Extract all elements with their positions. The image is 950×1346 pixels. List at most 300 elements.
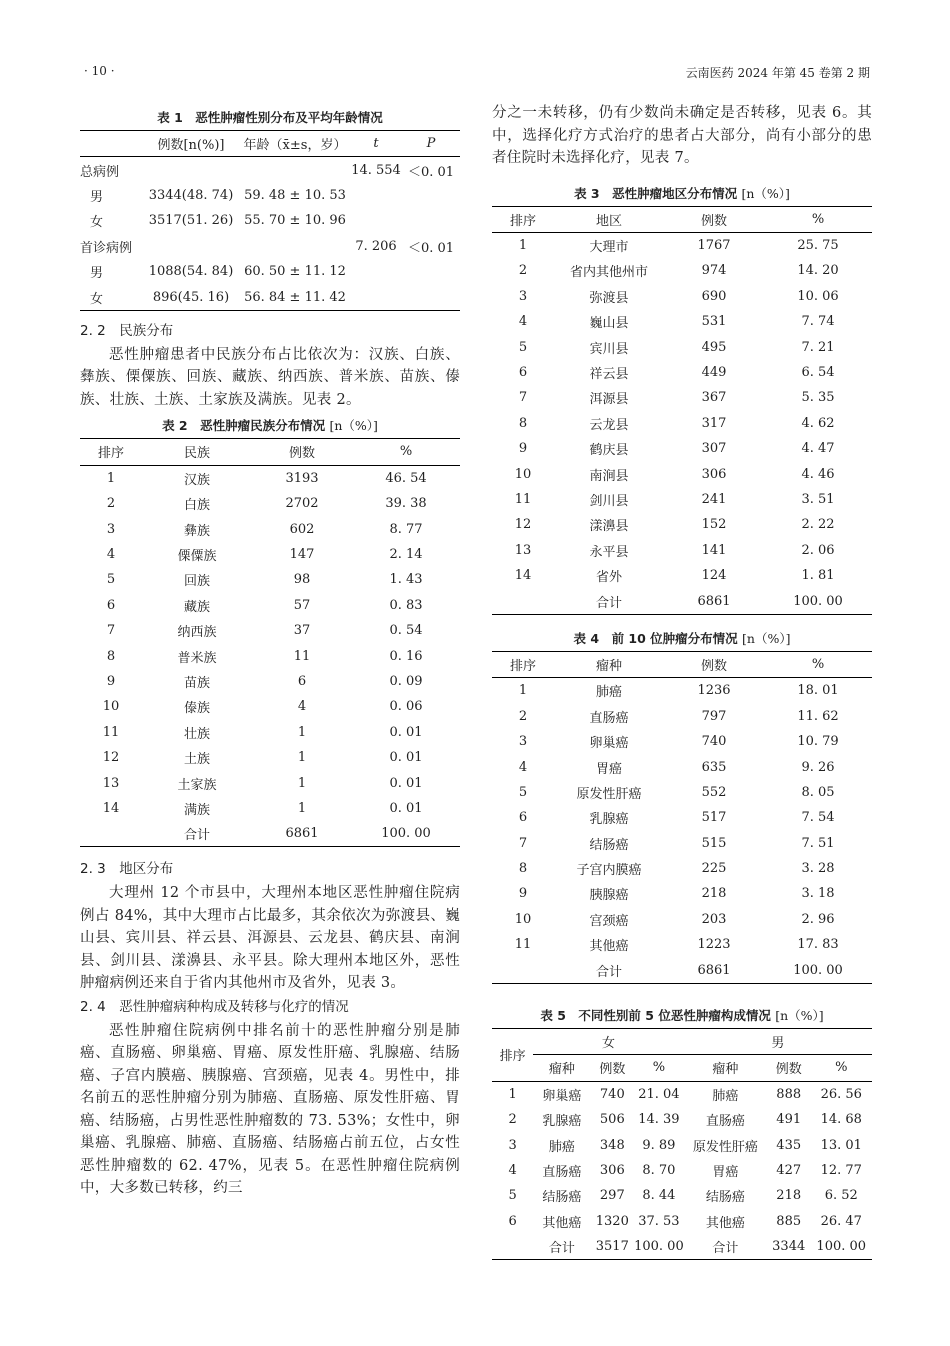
table-header-cell: 例数 — [252, 439, 352, 465]
table-header-cell: t — [350, 131, 402, 157]
table-cell: 531 — [701, 314, 727, 330]
table-cell: 省外 — [595, 570, 622, 586]
section-title: 2. 3 地区分布 — [80, 861, 174, 878]
table-cell: 3517(51. 26) — [148, 213, 234, 229]
table-cell: 4 — [297, 699, 307, 715]
table-cell: 974 — [701, 263, 727, 279]
caption-text: 表 5 不同性别前 5 位恶性肿瘤构成情况 — [540, 1007, 771, 1023]
table-cell: 885 — [776, 1213, 802, 1229]
table-cell: 3 — [508, 1137, 517, 1153]
table-header-row — [80, 439, 460, 465]
table-cell: 云龙县 — [589, 417, 629, 433]
table-cell: 藏族 — [183, 599, 210, 615]
table-cell: 124 — [701, 568, 727, 584]
table-row — [492, 1209, 872, 1234]
table-row — [492, 780, 872, 805]
table3 — [492, 206, 872, 615]
table-header-cell: 排序 — [492, 1028, 533, 1081]
table-cell: 苗族 — [183, 675, 210, 691]
table-cell: 祥云县 — [589, 367, 629, 383]
table-cell: 3 — [106, 521, 116, 537]
table-cell: 7 — [518, 835, 528, 851]
table-cell: 515 — [701, 835, 727, 851]
table-cell: 37. 53 — [638, 1213, 680, 1229]
table-header-cell: 排序 — [492, 651, 554, 677]
table-cell: 141 — [701, 542, 727, 558]
table-cell: 26. 56 — [820, 1086, 862, 1102]
table-cell: 结肠癌 — [542, 1190, 582, 1206]
table-cell: 胰腺癌 — [589, 888, 629, 904]
table-cell: 卵巢癌 — [589, 736, 629, 752]
table-cell: 4 — [508, 1162, 517, 1178]
table-cell: 合计 — [183, 828, 210, 844]
table-row — [492, 487, 872, 512]
table-cell: 0. 09 — [389, 673, 423, 689]
table-cell: 552 — [701, 784, 727, 800]
caption-text: 表 4 前 10 位肿瘤分布情况 — [573, 630, 738, 646]
table-cell: 2 — [518, 708, 528, 724]
table-row — [492, 588, 872, 614]
table-row — [492, 1183, 872, 1208]
table-row — [492, 334, 872, 359]
table-header-cell: % — [764, 206, 872, 232]
table-row — [492, 461, 872, 486]
table-cell: 壮族 — [183, 726, 210, 742]
table-cell: 5 — [508, 1188, 517, 1204]
table-cell: 4. 46 — [801, 466, 835, 482]
table-cell: 8. 70 — [642, 1162, 676, 1178]
table-cell: 1223 — [697, 937, 731, 953]
table-cell: 14. 20 — [797, 263, 839, 279]
table-cell: 297 — [599, 1188, 625, 1204]
table-cell: 9 — [518, 441, 528, 457]
table-cell: 427 — [776, 1162, 802, 1178]
table-cell: 大理市 — [589, 240, 629, 256]
table-cell: 7 — [106, 623, 116, 639]
table-row — [492, 856, 872, 881]
table-row — [80, 821, 460, 847]
table-cell: 3517 — [595, 1239, 629, 1255]
paragraph: 大理州 12 个市县中，大理州本地区恶性肿瘤住院病例占 84%，其中大理市占比最多，其余依次为弥渡县、巍山县、宾川县、祥云县、洱源县、云龙县、鹤庆县、南涧县、剑川县、漾濞县、永平县。除大理州本地区外，恶性肿瘤病例还来自于省内其他州市及省外，见表 3。 — [80, 885, 460, 992]
table-cell: 17. 83 — [797, 937, 839, 953]
table-cell: 胃癌 — [595, 761, 622, 777]
table-cell: 6 — [518, 365, 528, 381]
table-row — [80, 183, 460, 208]
table-cell: 14 — [514, 568, 532, 584]
table5 — [492, 1028, 872, 1261]
table-cell: 3344 — [772, 1239, 806, 1255]
table-cell: 218 — [776, 1188, 802, 1204]
table-cell: 8. 44 — [642, 1188, 676, 1204]
table-cell: 7. 206 — [355, 238, 397, 254]
table-cell: 348 — [599, 1137, 625, 1153]
table4 — [492, 651, 872, 984]
table-cell: 13 — [102, 775, 120, 791]
table-cell: 男 — [90, 266, 104, 282]
table-header-row — [492, 1028, 872, 1054]
journal-title: 云南医药 2024 年第 45 卷第 2 期 — [685, 66, 870, 80]
table-cell: 3. 51 — [801, 491, 835, 507]
table-cell: 0. 16 — [389, 648, 423, 664]
table-cell: 218 — [701, 886, 727, 902]
table-cell: 纳西族 — [177, 625, 217, 641]
table-row — [492, 805, 872, 830]
table-cell: 其他癌 — [542, 1215, 582, 1231]
caption-unit: [n（%）] — [741, 185, 790, 201]
table-cell: 6861 — [697, 962, 731, 978]
table-cell: 6 — [518, 810, 528, 826]
table-row — [492, 512, 872, 537]
table-cell — [492, 1234, 533, 1260]
table-cell: 彝族 — [183, 523, 210, 539]
table-cell: 子宫内膜癌 — [576, 863, 642, 879]
table-cell: 0. 54 — [389, 623, 423, 639]
table-row — [492, 284, 872, 309]
table-cell: 1088(54. 84) — [148, 264, 234, 280]
table-cell: 鹤庆县 — [589, 443, 629, 459]
table-cell: 1 — [297, 775, 307, 791]
table-cell: 0. 06 — [389, 699, 423, 715]
table-cell: 其他癌 — [705, 1215, 745, 1231]
table-cell: 宾川县 — [589, 341, 629, 357]
caption-unit: [n（%）] — [329, 418, 378, 434]
table-cell: 12. 77 — [820, 1162, 862, 1178]
table-cell: 5 — [518, 784, 528, 800]
table-cell: 9 — [518, 886, 528, 902]
table-header-cell: 民族 — [142, 439, 252, 465]
table-row — [80, 491, 460, 516]
table-cell: 3 — [518, 288, 528, 304]
table-cell: 7. 54 — [801, 810, 835, 826]
table-cell: 317 — [701, 415, 727, 431]
table-cell — [80, 821, 142, 847]
table-header-row — [492, 206, 872, 232]
table-row — [492, 258, 872, 283]
table-cell: 152 — [701, 517, 727, 533]
table-cell: 首诊病例 — [80, 240, 133, 256]
table-cell: 男 — [90, 189, 104, 205]
table-cell: 14. 554 — [351, 162, 401, 178]
table-cell: 9 — [106, 673, 116, 689]
table-cell: 6861 — [285, 826, 319, 842]
table-cell: 740 — [701, 734, 727, 750]
table-cell: 7. 51 — [801, 835, 835, 851]
table-header-cell: 排序 — [492, 206, 554, 232]
section-title: 2. 4 恶性肿瘤病种构成及转移与化疗的情况 — [80, 998, 349, 1015]
table-cell: 39. 38 — [385, 496, 427, 512]
table-cell: 1 — [106, 470, 116, 486]
table-cell: 肺癌 — [595, 685, 622, 701]
table-cell: 4. 62 — [801, 415, 835, 431]
table-row — [80, 542, 460, 567]
paragraph: 恶性肿瘤患者中民族分布占比依次为：汉族、白族、彝族、傈僳族、回族、藏族、纳西族、普米族、苗族、傣族、壮族、土族、土家族及满族。见表 2。 — [80, 346, 460, 408]
table-header-cell: 例数 — [767, 1055, 811, 1081]
table-row — [80, 669, 460, 694]
table-row — [80, 694, 460, 719]
table-header-row — [80, 131, 460, 157]
table-cell: 傣族 — [183, 701, 210, 717]
table-row — [492, 1158, 872, 1183]
table-header-cell: 女 — [533, 1028, 683, 1054]
table-cell: 结肠癌 — [589, 837, 629, 853]
table-cell: 满族 — [183, 802, 210, 818]
table-cell: 13. 01 — [820, 1137, 862, 1153]
table-cell: 3. 28 — [801, 861, 835, 877]
table-cell: 888 — [776, 1086, 802, 1102]
table3-caption — [492, 184, 872, 202]
table-cell: 1 — [518, 683, 528, 699]
table-header-cell: % — [764, 651, 872, 677]
table-cell: 2 — [106, 496, 116, 512]
table-cell: 0. 01 — [389, 750, 423, 766]
table-cell: 4 — [518, 314, 528, 330]
table-cell: 剑川县 — [589, 493, 629, 509]
table-cell: 2. 06 — [801, 542, 835, 558]
table-cell: 307 — [701, 441, 727, 457]
table-cell: 10. 79 — [797, 734, 839, 750]
table-row — [492, 411, 872, 436]
table-cell: 5 — [518, 339, 528, 355]
table-cell: 直肠癌 — [589, 710, 629, 726]
table-cell: 结肠癌 — [705, 1190, 745, 1206]
table-cell: 21. 04 — [638, 1086, 680, 1102]
table-cell: 1 — [508, 1086, 517, 1102]
table-cell: 14 — [102, 800, 120, 816]
table-cell — [142, 234, 240, 259]
table-cell: 1 — [518, 238, 528, 254]
table-header-cell: 瘤种 — [684, 1055, 767, 1081]
table-row — [492, 1234, 872, 1260]
table-header-cell: 例数 — [591, 1055, 635, 1081]
table3-body — [492, 232, 872, 614]
table-cell: 南涧县 — [589, 468, 629, 484]
table-header-cell: 瘤种 — [554, 651, 664, 677]
table-cell: 1 — [297, 800, 307, 816]
caption-text: 表 2 恶性肿瘤民族分布情况 — [162, 418, 326, 434]
table-cell: 6861 — [697, 593, 731, 609]
table-cell: 漾濞县 — [589, 519, 629, 535]
table-cell: ＜0. 01 — [407, 164, 455, 180]
table5-caption — [492, 1006, 872, 1024]
table-cell: 3 — [518, 734, 528, 750]
table-row — [80, 465, 460, 491]
paragraph: 恶性肿瘤住院病例中排名前十的恶性肿瘤分别是肺癌、直肠癌、卵巢癌、胃癌、原发性肝癌、乳腺癌、结肠癌、子宫内膜癌、胰腺癌、宫颈癌，见表 4。男性中，排名前五的恶性肿瘤分别为肺癌、直肠癌、原发性肝癌、胃癌、结肠癌，占男性恶性肿瘤数的 73. 53%；女性中，卵巢癌、乳腺癌、肺癌、直肠癌、结肠癌占前五位，占女性恶性肿瘤数的 62. 47%，见表 5。在恶性肿瘤住院病例中，大多数已转移，约三 — [80, 1022, 460, 1197]
table-cell: 4. 47 — [801, 441, 835, 457]
table-row — [80, 745, 460, 770]
table-cell: 10. 06 — [797, 288, 839, 304]
table-cell: 635 — [701, 759, 727, 775]
table-cell: 60. 50 ± 11. 12 — [244, 264, 346, 280]
right-column — [492, 100, 872, 1260]
table-cell: 胃癌 — [712, 1164, 739, 1180]
table-cell: 4 — [106, 546, 116, 562]
table-cell: 1236 — [697, 683, 731, 699]
table-header-cell: 排序 — [80, 439, 142, 465]
table-cell: 洱源县 — [589, 392, 629, 408]
table-row — [80, 259, 460, 284]
table-cell: 弥渡县 — [589, 290, 629, 306]
table-header-cell: 例数 — [664, 206, 764, 232]
table-row — [492, 385, 872, 410]
table-cell: 11 — [102, 724, 120, 740]
table-cell: 18. 01 — [797, 683, 839, 699]
table-cell — [402, 183, 460, 208]
table-header-cell: 地区 — [554, 206, 664, 232]
table-cell: 225 — [701, 861, 727, 877]
table-row — [80, 234, 460, 259]
table-row — [80, 796, 460, 821]
table-header-cell: % — [634, 1055, 684, 1081]
table-cell: 10 — [102, 699, 120, 715]
table-cell: 6 — [508, 1213, 517, 1229]
table-cell: 0. 01 — [389, 775, 423, 791]
table-cell: 435 — [776, 1137, 802, 1153]
table-row — [492, 563, 872, 588]
table-cell: 100. 00 — [793, 593, 843, 609]
table-row — [80, 516, 460, 541]
table-cell: 100. 00 — [816, 1239, 867, 1255]
table-cell: 46. 54 — [385, 470, 427, 486]
table-cell: 14. 39 — [638, 1112, 680, 1128]
table-cell: 3344(48. 74) — [148, 187, 234, 203]
table-cell: 9. 89 — [642, 1137, 676, 1153]
table-cell: 100. 00 — [381, 826, 431, 842]
table-cell: 203 — [701, 911, 727, 927]
table-cell: 卵巢癌 — [542, 1088, 582, 1104]
table-cell: 896(45. 16) — [152, 289, 230, 305]
table-cell: 女 — [90, 215, 104, 231]
table-cell: 2. 96 — [801, 911, 835, 927]
table-cell: 0. 01 — [389, 800, 423, 816]
table-cell: 7 — [518, 390, 528, 406]
table-cell: 98 — [293, 572, 311, 588]
caption-text: 表 3 恶性肿瘤地区分布情况 — [574, 185, 738, 201]
table-cell: 女 — [90, 291, 104, 307]
table-cell: 740 — [599, 1086, 625, 1102]
table-row — [492, 729, 872, 754]
table-cell: 3193 — [285, 470, 319, 486]
table-cell: 0. 01 — [389, 724, 423, 740]
table-header-cell: 例数 — [664, 651, 764, 677]
table-cell: 普米族 — [177, 650, 217, 666]
table-cell: 1 — [297, 750, 307, 766]
table-row — [492, 309, 872, 334]
table-cell: 7. 74 — [801, 314, 835, 330]
table-cell: 10 — [514, 911, 532, 927]
table-row — [492, 932, 872, 957]
table-cell: 直肠癌 — [542, 1164, 582, 1180]
table-cell: 57 — [293, 597, 311, 613]
table-cell: 1. 43 — [389, 572, 423, 588]
table-header-cell: 男 — [684, 1028, 872, 1054]
table-cell — [350, 208, 402, 233]
table-cell — [350, 284, 402, 310]
table-cell: 1320 — [595, 1213, 629, 1229]
table-cell: 306 — [701, 466, 727, 482]
table2 — [80, 438, 460, 847]
table-cell: 2 — [518, 263, 528, 279]
table-cell — [492, 957, 554, 983]
table-cell: 11 — [293, 648, 311, 664]
table-cell: 241 — [701, 491, 727, 507]
table-header-row — [492, 651, 872, 677]
table-cell: 10 — [514, 466, 532, 482]
table-header-cell: 年龄（x̄±s，岁） — [240, 131, 350, 157]
table-row — [80, 643, 460, 668]
table-cell: 6. 52 — [824, 1188, 858, 1204]
table-cell: 506 — [599, 1112, 625, 1128]
table-cell: 其他癌 — [589, 939, 629, 955]
table4-body — [492, 678, 872, 984]
table-cell: 2. 14 — [389, 546, 423, 562]
table-cell: 汉族 — [183, 472, 210, 488]
table-row — [492, 957, 872, 983]
table-cell: 1. 81 — [801, 568, 835, 584]
table-cell — [492, 588, 554, 614]
table-cell: 8. 05 — [801, 784, 835, 800]
table-cell: 永平县 — [589, 544, 629, 560]
table-row — [492, 1081, 872, 1107]
table-row — [492, 678, 872, 704]
table-cell: 8 — [518, 861, 528, 877]
table1 — [80, 130, 460, 311]
table-cell: 合计 — [548, 1241, 575, 1257]
table-header-cell: % — [810, 1055, 872, 1081]
table-cell: 合计 — [595, 595, 622, 611]
table-row — [80, 720, 460, 745]
table-cell: 8 — [518, 415, 528, 431]
table-header-cell: % — [352, 439, 460, 465]
table-header-cell — [80, 131, 142, 157]
table-cell: 11. 62 — [797, 708, 839, 724]
table-cell: 13 — [514, 542, 532, 558]
table-header-cell: 例数[n(%)] — [142, 131, 240, 157]
table-cell: 14. 68 — [820, 1112, 862, 1128]
table-cell: 12 — [514, 517, 532, 533]
table-cell: 495 — [701, 339, 727, 355]
table-cell: 2 — [508, 1112, 517, 1128]
table-cell: 2. 22 — [801, 517, 835, 533]
table-row — [80, 770, 460, 795]
page-number: · 10 · — [84, 64, 115, 78]
table-cell: 5. 35 — [801, 390, 835, 406]
table-cell: 491 — [776, 1112, 802, 1128]
table-cell: 土族 — [183, 752, 210, 768]
table5-body — [492, 1081, 872, 1260]
table-cell — [402, 284, 460, 310]
table-cell — [240, 234, 350, 259]
table-row — [80, 208, 460, 233]
table-row — [492, 538, 872, 563]
section-title: 2. 2 民族分布 — [80, 322, 174, 339]
table-cell — [142, 157, 240, 183]
table-row — [492, 881, 872, 906]
paragraph: 分之一未转移，仍有少数尚未确定是否转移，见表 6。其中，选择化疗方式治疗的患者占大部分，尚有小部分的患者住院时未选择化疗，见表 7。 — [492, 105, 872, 166]
table-cell: 37 — [293, 623, 311, 639]
table-cell: 4 — [518, 759, 528, 775]
table-cell: 8. 77 — [389, 521, 423, 537]
table-cell: 2702 — [285, 496, 319, 512]
table1-caption: 表 1 恶性肿瘤性别分布及平均年龄情况 — [157, 110, 383, 125]
table-cell: 100. 00 — [793, 962, 843, 978]
table-row — [492, 232, 872, 258]
table-cell: 449 — [701, 365, 727, 381]
table-row — [492, 1132, 872, 1157]
table-cell: 肺癌 — [548, 1139, 575, 1155]
table-cell: 6. 54 — [801, 365, 835, 381]
table-row — [80, 618, 460, 643]
table-cell: 59. 48 ± 10. 53 — [244, 187, 346, 203]
